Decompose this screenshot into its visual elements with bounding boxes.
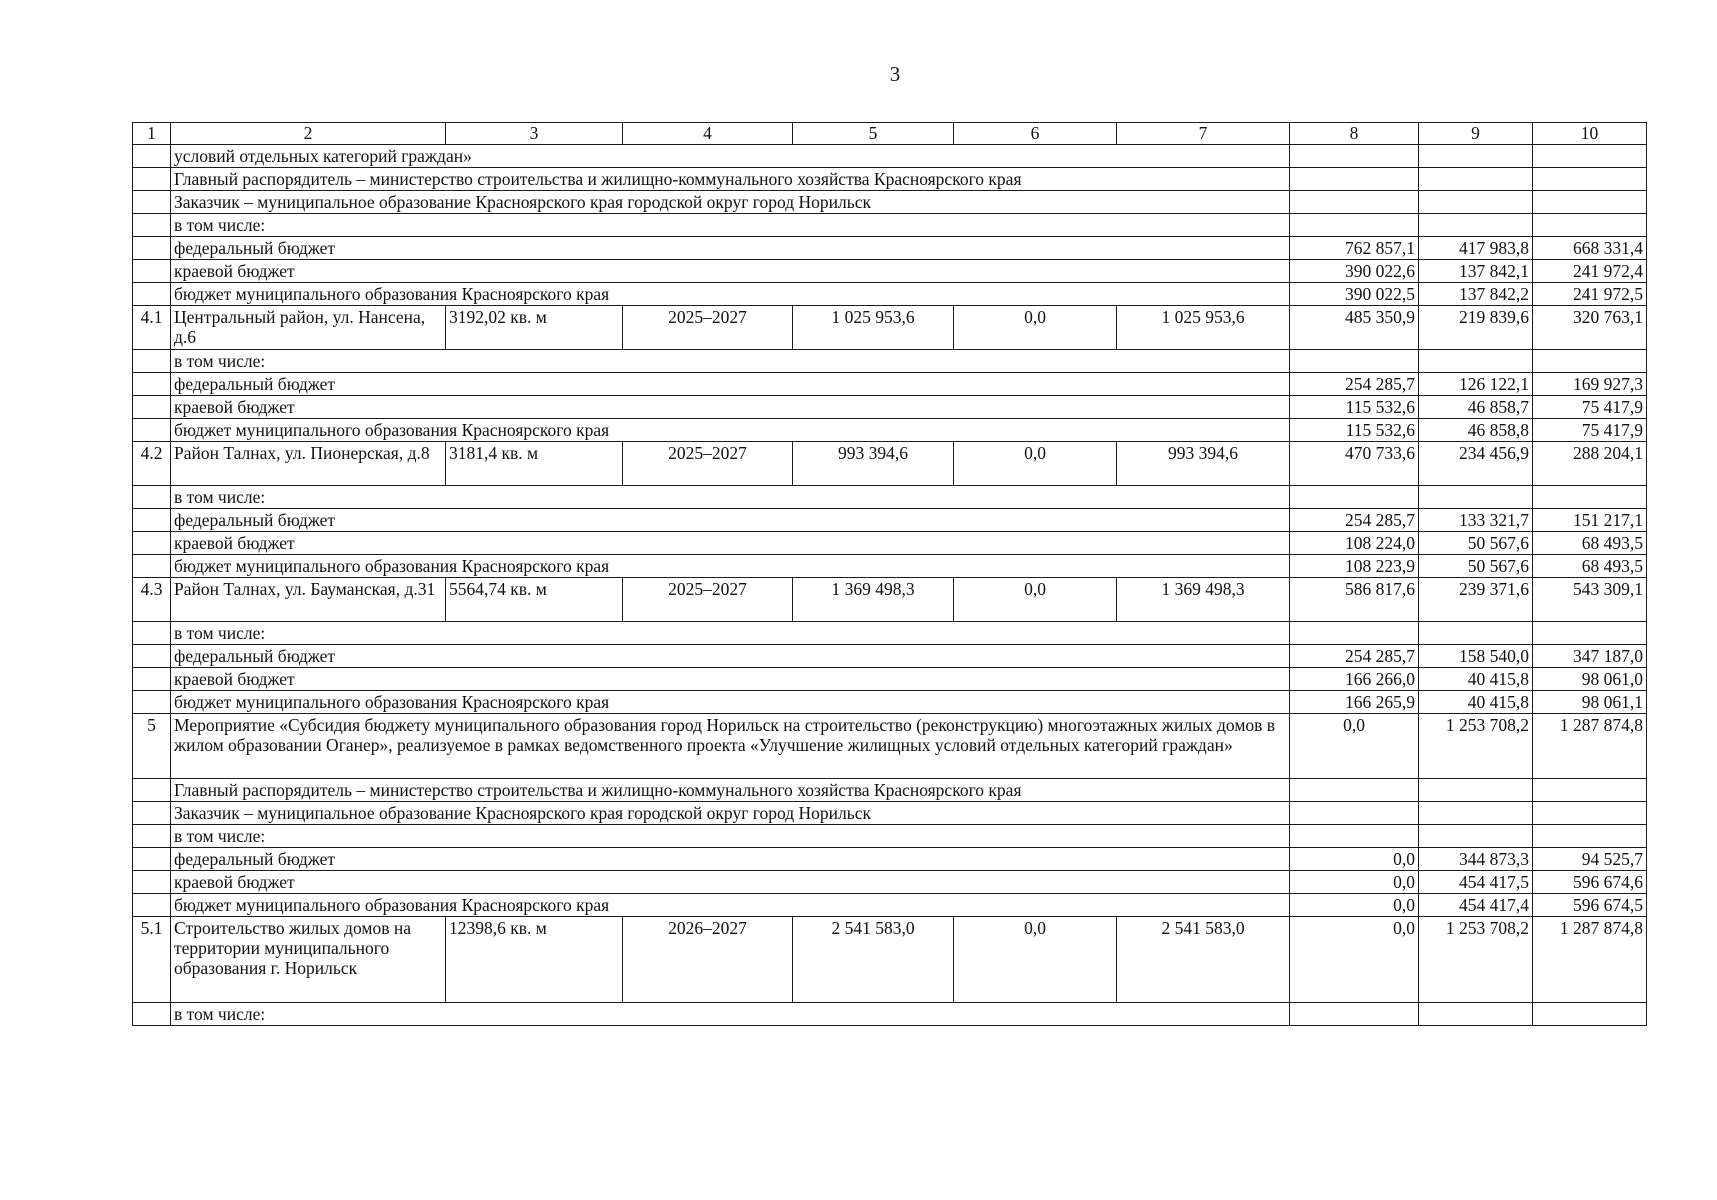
value-col-10: 94 525,7 (1533, 848, 1647, 871)
row-label: в том числе: (171, 1003, 1290, 1026)
value-col-10 (1533, 622, 1647, 645)
object-name: Строительство жилых домов на территории муниципального образования г. Норильск (171, 917, 446, 1003)
value-col-8: 390 022,6 (1290, 260, 1419, 283)
object-row (133, 442, 1647, 486)
remaining-cost: 1 369 498,3 (1117, 578, 1290, 622)
value-col-9: 239 371,6 (1419, 578, 1533, 622)
event-row (133, 714, 1647, 779)
funded-before: 0,0 (954, 306, 1117, 350)
row-number: 5 (133, 714, 171, 779)
funding-row (133, 802, 1647, 825)
value-col-8: 108 223,9 (1290, 555, 1419, 578)
value-col-8 (1290, 191, 1419, 214)
value-col-8 (1290, 214, 1419, 237)
value-col-10 (1533, 214, 1647, 237)
value-col-9: 40 415,8 (1419, 668, 1533, 691)
row-label: краевой бюджет (171, 668, 1290, 691)
row-number (133, 532, 171, 555)
object-area: 3181,4 кв. м (446, 442, 623, 486)
funding-row (133, 779, 1647, 802)
column-header: 1 (133, 123, 171, 145)
value-col-9: 137 842,2 (1419, 283, 1533, 306)
row-number (133, 668, 171, 691)
value-col-9: 1 253 708,2 (1419, 714, 1533, 779)
value-col-8: 115 532,6 (1290, 419, 1419, 442)
column-header: 7 (1117, 123, 1290, 145)
value-col-8 (1290, 145, 1419, 168)
page-number: 3 (889, 62, 901, 86)
row-number: 4.2 (133, 442, 171, 486)
funding-row (133, 373, 1647, 396)
value-col-8: 485 350,9 (1290, 306, 1419, 350)
funding-row (133, 691, 1647, 714)
row-number (133, 373, 171, 396)
value-col-9: 219 839,6 (1419, 306, 1533, 350)
event-description: Мероприятие «Субсидия бюджету муниципального образования город Норильск на строительство (реконструкцию) многоэтажных жилых домов в жилом образовании Оганер», реализуемое в рамках ведомственного проекта «Улучшение жилищных условий отдельных категорий граждан» (171, 714, 1290, 779)
row-number (133, 1003, 171, 1026)
value-col-10 (1533, 1003, 1647, 1026)
row-number (133, 350, 171, 373)
value-col-10 (1533, 145, 1647, 168)
funding-row (133, 145, 1647, 168)
total-cost: 2 541 583,0 (793, 917, 954, 1003)
value-col-10: 169 927,3 (1533, 373, 1647, 396)
value-col-10: 98 061,1 (1533, 691, 1647, 714)
value-col-9 (1419, 145, 1533, 168)
value-col-9 (1419, 825, 1533, 848)
row-label: Главный распорядитель – министерство строительства и жилищно-коммунального хозяйства Красноярского края (171, 168, 1290, 191)
funded-before: 0,0 (954, 917, 1117, 1003)
value-col-8 (1290, 779, 1419, 802)
row-label: бюджет муниципального образования Красноярского края (171, 691, 1290, 714)
total-cost: 993 394,6 (793, 442, 954, 486)
value-col-10: 241 972,4 (1533, 260, 1647, 283)
value-col-9 (1419, 350, 1533, 373)
funding-row (133, 350, 1647, 373)
value-col-10: 1 287 874,8 (1533, 714, 1647, 779)
row-number (133, 486, 171, 509)
row-label: федеральный бюджет (171, 237, 1290, 260)
column-header: 6 (954, 123, 1117, 145)
value-col-8 (1290, 168, 1419, 191)
value-col-8: 254 285,7 (1290, 509, 1419, 532)
funding-row (133, 486, 1647, 509)
value-col-9: 126 122,1 (1419, 373, 1533, 396)
total-cost: 1 369 498,3 (793, 578, 954, 622)
value-col-9: 50 567,6 (1419, 532, 1533, 555)
value-col-9: 454 417,5 (1419, 871, 1533, 894)
value-col-8 (1290, 802, 1419, 825)
object-area: 3192,02 кв. м (446, 306, 623, 350)
row-label: бюджет муниципального образования Красноярского края (171, 419, 1290, 442)
row-number (133, 691, 171, 714)
row-number (133, 214, 171, 237)
funding-row (133, 532, 1647, 555)
object-name: Район Талнах, ул. Бауманская, д.31 (171, 578, 446, 622)
remaining-cost: 2 541 583,0 (1117, 917, 1290, 1003)
value-col-8 (1290, 825, 1419, 848)
row-number (133, 145, 171, 168)
value-col-9: 137 842,1 (1419, 260, 1533, 283)
column-header: 3 (446, 123, 623, 145)
row-number (133, 283, 171, 306)
row-label: в том числе: (171, 214, 1290, 237)
row-number (133, 555, 171, 578)
column-header: 9 (1419, 123, 1533, 145)
value-col-8: 470 733,6 (1290, 442, 1419, 486)
object-name: Центральный район, ул. Нансена, д.6 (171, 306, 446, 350)
value-col-9 (1419, 1003, 1533, 1026)
value-col-10: 98 061,0 (1533, 668, 1647, 691)
value-col-8: 115 532,6 (1290, 396, 1419, 419)
row-label: краевой бюджет (171, 396, 1290, 419)
row-label: федеральный бюджет (171, 645, 1290, 668)
value-col-10: 151 217,1 (1533, 509, 1647, 532)
funded-before: 0,0 (954, 442, 1117, 486)
funding-row (133, 894, 1647, 917)
value-col-10: 596 674,6 (1533, 871, 1647, 894)
object-period: 2026–2027 (623, 917, 793, 1003)
funding-row (133, 645, 1647, 668)
funding-row (133, 848, 1647, 871)
row-number (133, 894, 171, 917)
value-col-8 (1290, 486, 1419, 509)
funding-row (133, 555, 1647, 578)
row-label: Главный распорядитель – министерство строительства и жилищно-коммунального хозяйства Красноярского края (171, 779, 1290, 802)
value-col-9: 133 321,7 (1419, 509, 1533, 532)
value-col-8: 166 266,0 (1290, 668, 1419, 691)
value-col-8 (1290, 350, 1419, 373)
row-number: 4.1 (133, 306, 171, 350)
value-col-10: 68 493,5 (1533, 532, 1647, 555)
row-number (133, 509, 171, 532)
row-label: в том числе: (171, 622, 1290, 645)
row-number (133, 237, 171, 260)
row-number (133, 825, 171, 848)
value-col-9: 234 456,9 (1419, 442, 1533, 486)
value-col-8: 390 022,5 (1290, 283, 1419, 306)
row-label: бюджет муниципального образования Красноярского края (171, 555, 1290, 578)
value-col-10: 288 204,1 (1533, 442, 1647, 486)
budget-table (132, 122, 1647, 1026)
value-col-10: 241 972,5 (1533, 283, 1647, 306)
value-col-10 (1533, 825, 1647, 848)
value-col-9 (1419, 486, 1533, 509)
value-col-8: 254 285,7 (1290, 645, 1419, 668)
value-col-9 (1419, 779, 1533, 802)
value-col-10 (1533, 486, 1647, 509)
value-col-9 (1419, 168, 1533, 191)
column-header: 8 (1290, 123, 1419, 145)
row-number (133, 622, 171, 645)
row-number (133, 645, 171, 668)
funding-row (133, 419, 1647, 442)
value-col-10: 668 331,4 (1533, 237, 1647, 260)
funding-row (133, 237, 1647, 260)
total-cost: 1 025 953,6 (793, 306, 954, 350)
row-label: бюджет муниципального образования Красноярского края (171, 283, 1290, 306)
value-col-10: 596 674,5 (1533, 894, 1647, 917)
value-col-9 (1419, 802, 1533, 825)
value-col-10: 347 187,0 (1533, 645, 1647, 668)
funding-row (133, 260, 1647, 283)
row-number: 5.1 (133, 917, 171, 1003)
row-number (133, 848, 171, 871)
row-label: в том числе: (171, 350, 1290, 373)
value-col-10: 1 287 874,8 (1533, 917, 1647, 1003)
funding-row (133, 168, 1647, 191)
value-col-9: 417 983,8 (1419, 237, 1533, 260)
value-col-10: 543 309,1 (1533, 578, 1647, 622)
funding-row (133, 191, 1647, 214)
object-row (133, 917, 1647, 1003)
funding-row (133, 509, 1647, 532)
row-label: в том числе: (171, 825, 1290, 848)
value-col-10 (1533, 191, 1647, 214)
funding-row (133, 825, 1647, 848)
row-number (133, 802, 171, 825)
object-row (133, 578, 1647, 622)
remaining-cost: 1 025 953,6 (1117, 306, 1290, 350)
object-period: 2025–2027 (623, 442, 793, 486)
row-label: федеральный бюджет (171, 509, 1290, 532)
value-col-9: 46 858,8 (1419, 419, 1533, 442)
value-col-8 (1290, 622, 1419, 645)
row-number (133, 191, 171, 214)
row-label: бюджет муниципального образования Красноярского края (171, 894, 1290, 917)
row-number (133, 779, 171, 802)
remaining-cost: 993 394,6 (1117, 442, 1290, 486)
row-label: федеральный бюджет (171, 848, 1290, 871)
row-number (133, 419, 171, 442)
value-col-10 (1533, 779, 1647, 802)
value-col-10 (1533, 802, 1647, 825)
value-col-9 (1419, 191, 1533, 214)
row-number (133, 396, 171, 419)
column-header: 4 (623, 123, 793, 145)
row-label: краевой бюджет (171, 532, 1290, 555)
row-label: условий отдельных категорий граждан» (171, 145, 1290, 168)
value-col-9: 344 873,3 (1419, 848, 1533, 871)
value-col-9: 454 417,4 (1419, 894, 1533, 917)
value-col-8 (1290, 1003, 1419, 1026)
value-col-9 (1419, 214, 1533, 237)
value-col-8: 0,0 (1290, 848, 1419, 871)
row-number (133, 871, 171, 894)
row-number: 4.3 (133, 578, 171, 622)
object-name: Район Талнах, ул. Пионерская, д.8 (171, 442, 446, 486)
value-col-8: 0,0 (1290, 871, 1419, 894)
row-label: Заказчик – муниципальное образование Красноярского края городской округ город Норильск (171, 802, 1290, 825)
row-label: федеральный бюджет (171, 373, 1290, 396)
funding-row (133, 1003, 1647, 1026)
object-area: 12398,6 кв. м (446, 917, 623, 1003)
value-col-8: 0,0 (1290, 714, 1419, 779)
funding-row (133, 871, 1647, 894)
value-col-8: 0,0 (1290, 894, 1419, 917)
value-col-8: 108 224,0 (1290, 532, 1419, 555)
funding-row (133, 214, 1647, 237)
funding-row (133, 283, 1647, 306)
funding-row (133, 396, 1647, 419)
row-number (133, 260, 171, 283)
value-col-8: 166 265,9 (1290, 691, 1419, 714)
object-period: 2025–2027 (623, 578, 793, 622)
value-col-10: 75 417,9 (1533, 396, 1647, 419)
object-area: 5564,74 кв. м (446, 578, 623, 622)
value-col-9: 158 540,0 (1419, 645, 1533, 668)
object-row (133, 306, 1647, 350)
funding-row (133, 668, 1647, 691)
value-col-9: 46 858,7 (1419, 396, 1533, 419)
column-header: 5 (793, 123, 954, 145)
value-col-10: 68 493,5 (1533, 555, 1647, 578)
column-header: 2 (171, 123, 446, 145)
row-number (133, 168, 171, 191)
row-label: Заказчик – муниципальное образование Красноярского края городской округ город Норильск (171, 191, 1290, 214)
funded-before: 0,0 (954, 578, 1117, 622)
column-header: 10 (1533, 123, 1647, 145)
value-col-9 (1419, 622, 1533, 645)
value-col-10 (1533, 350, 1647, 373)
object-period: 2025–2027 (623, 306, 793, 350)
value-col-8: 0,0 (1290, 917, 1419, 1003)
value-col-10: 75 417,9 (1533, 419, 1647, 442)
value-col-10 (1533, 168, 1647, 191)
row-label: краевой бюджет (171, 871, 1290, 894)
value-col-9: 1 253 708,2 (1419, 917, 1533, 1003)
value-col-10: 320 763,1 (1533, 306, 1647, 350)
column-number-header-row (133, 123, 1647, 145)
value-col-8: 586 817,6 (1290, 578, 1419, 622)
value-col-9: 50 567,6 (1419, 555, 1533, 578)
value-col-8: 254 285,7 (1290, 373, 1419, 396)
row-label: в том числе: (171, 486, 1290, 509)
row-label: краевой бюджет (171, 260, 1290, 283)
funding-row (133, 622, 1647, 645)
value-col-8: 762 857,1 (1290, 237, 1419, 260)
value-col-9: 40 415,8 (1419, 691, 1533, 714)
